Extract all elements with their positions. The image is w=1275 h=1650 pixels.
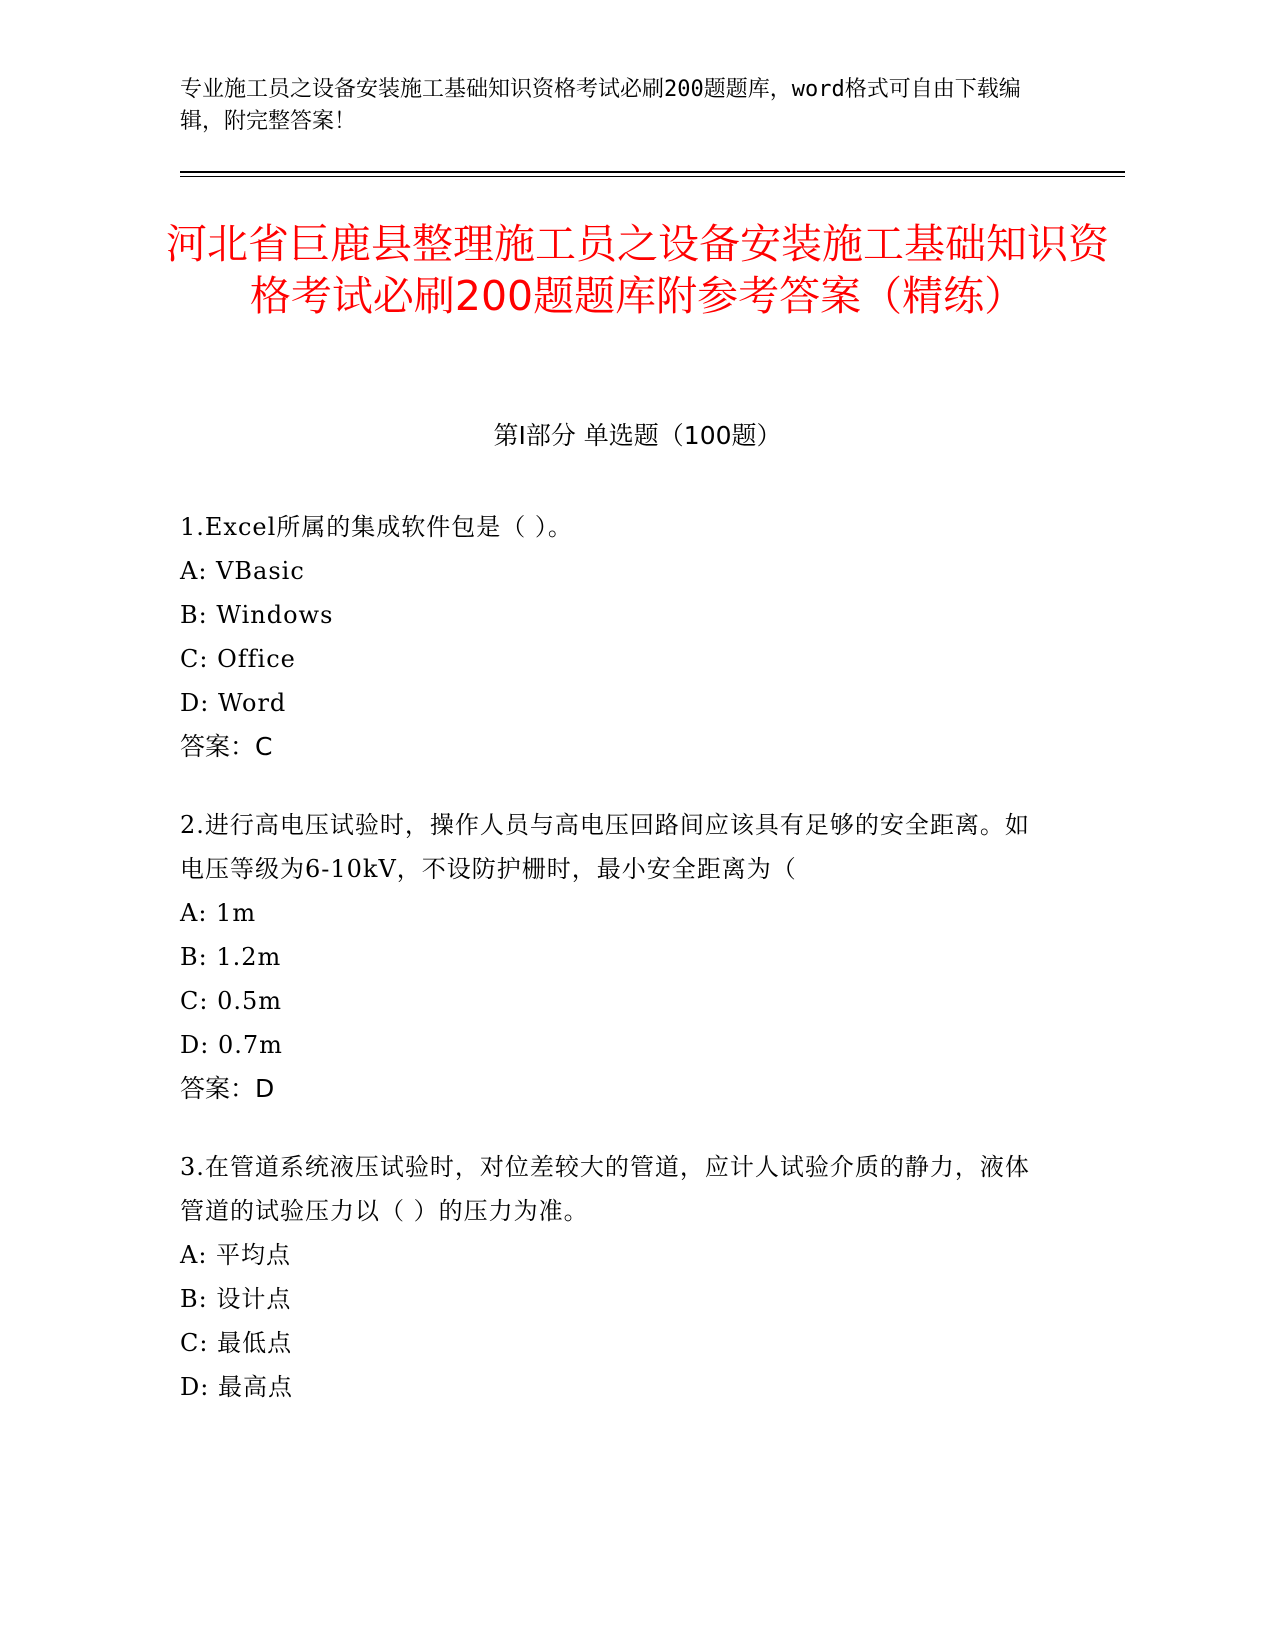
question-1 (180, 505, 1040, 769)
section-heading: 第Ⅰ部分 单选题（100题） (493, 421, 782, 450)
option-a: A: 1m (180, 899, 257, 927)
document-title: 河北省巨鹿县整理施工员之设备安装施工基础知识资格考试必刷200题题库附参考答案（精练） (166, 220, 1109, 320)
option-a: A: VBasic (180, 557, 305, 585)
option-c: C: 最低点 (180, 1329, 293, 1357)
question-2 (180, 803, 1040, 1111)
answer: 答案：D (180, 1074, 275, 1103)
option-d: D: 0.7m (180, 1031, 283, 1059)
question-stem: 2.进行高电压试验时，操作人员与高电压回路间应该具有足够的安全距离。如电压等级为6-10kV，不设防护栅时，最小安全距离为（ (180, 811, 1030, 883)
answer: 答案：C (180, 732, 273, 761)
option-a: A: 平均点 (180, 1241, 292, 1269)
header-rule-thin (180, 176, 1125, 177)
question-3 (180, 1145, 1040, 1409)
question-stem: 1.Excel所属的集成软件包是（ ）。 (180, 513, 573, 541)
option-c: C: Office (180, 645, 296, 673)
option-d: D: Word (180, 689, 287, 717)
question-stem: 3.在管道系统液压试验时，对位差较大的管道，应计人试验介质的静力，液体管道的试验压力以（ ）的压力为准。 (180, 1153, 1030, 1225)
option-b: B: Windows (180, 601, 334, 629)
option-b: B: 设计点 (180, 1285, 292, 1313)
header-rule-thick (180, 171, 1125, 173)
option-d: D: 最高点 (180, 1373, 293, 1401)
option-c: C: 0.5m (180, 987, 283, 1015)
header-note: 专业施工员之设备安装施工基础知识资格考试必刷200题题库，word格式可自由下载编辑，附完整答案！ (180, 77, 1021, 134)
question-list (180, 505, 1040, 1443)
option-b: B: 1.2m (180, 943, 282, 971)
